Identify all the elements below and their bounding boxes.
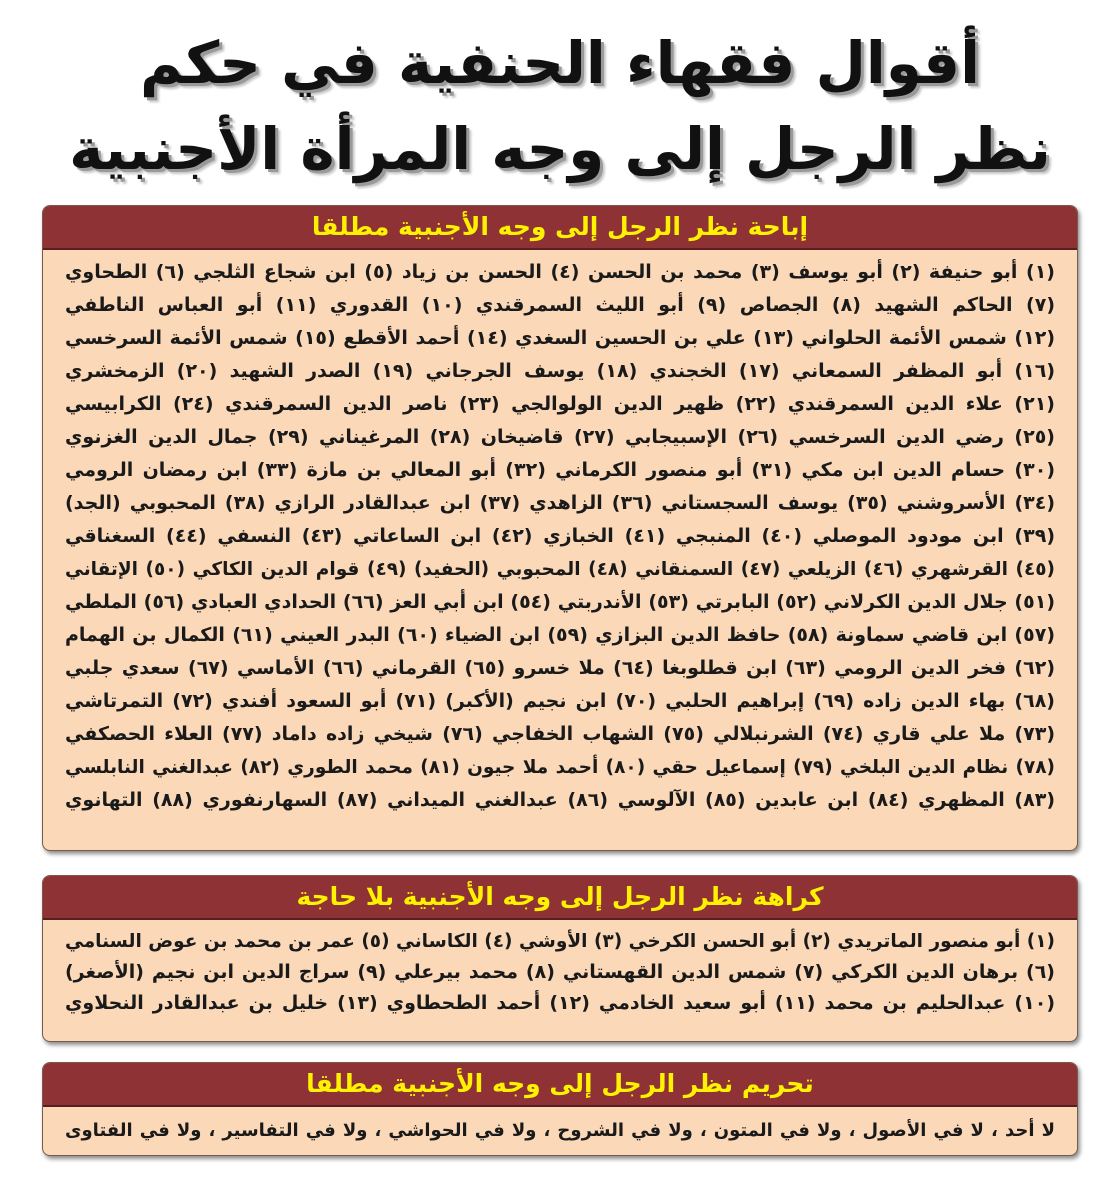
list-line: (٥٧) ابن قاضي سماونة (٥٨) حافظ الدين البزازي (٥٩) ابن الضياء (٦٠) البدر العيني (٦١) الكمال بن الهمام <box>65 624 1055 646</box>
section-heading: إباحة نظر الرجل إلى وجه الأجنبية مطلقا <box>43 206 1077 250</box>
list-line: (٤٥) القرشهري (٤٦) الزيلعي (٤٧) السمنقاني (٤٨) المحبوبي (الحفيد) (٤٩) قوام الدين الكاكي (٥٠) الإتقاني <box>65 559 1055 580</box>
list-line: (٧٨) نظام الدين البلخي (٧٩) إسماعيل حقي (٨٠) أحمد ملا جيون (٨١) محمد الطوري (٨٢) عبدالغني النابلسي <box>65 757 1055 778</box>
list-line: (١٦) أبو المظفر السمعاني (١٧) الخجندي (١٨) يوسف الجرجاني (١٩) الصدر الشهيد (٢٠) الزمخشري <box>65 360 1055 382</box>
list-line: (١) أبو منصور الماتريدي (٢) أبو الحسن الكرخي (٣) الأوشي (٤) الكاساني (٥) عمر بن محمد بن عوض السنامي <box>65 931 1055 952</box>
list-line: (٣٤) الأسروشني (٣٥) يوسف السجستاني (٣٦) الزاهدي (٣٧) ابن عبدالقادر الرازي (٣٨) المحبوبي (الجد) <box>65 492 1055 514</box>
section-forbidden <box>42 1062 1078 1156</box>
section-heading: تحريم نظر الرجل إلى وجه الأجنبية مطلقا <box>43 1063 1077 1107</box>
section-heading: كراهة نظر الرجل إلى وجه الأجنبية بلا حاجة <box>43 876 1077 920</box>
page-title-line1: أقوال فقهاء الحنفية في حكم <box>139 29 981 97</box>
list-line: لا أحد ، لا في الأصول ، ولا في المتون ، ولا في الشروح ، ولا في الحواشي ، ولا في التفاسير ، ولا في الفتاوى <box>65 1120 1055 1141</box>
section-disliked <box>42 875 1078 1042</box>
list-line: (٦٢) فخر الدين الرومي (٦٣) ابن قطلوبغا (٦٤) ملا خسرو (٦٥) القرماني (٦٦) الأماسي (٦٧) سعدي جلبي <box>65 657 1055 679</box>
list-line: (١٢) شمس الأئمة الحلواني (١٣) علي بن الحسين السغدي (١٤) أحمد الأقطع (١٥) شمس الأئمة السرخسي <box>65 327 1055 349</box>
list-line: (٢١) علاء الدين السمرقندي (٢٢) ظهير الدين الولوالجي (٢٣) ناصر الدين السمرقندي (٢٤) الكرابيسي <box>65 393 1055 415</box>
list-line: (٦٨) بهاء الدين زاده (٦٩) إبراهيم الحلبي (٧٠) ابن نجيم (الأكبر) (٧١) أبو السعود أفندي (٧٢) التمرتاشي <box>65 690 1055 712</box>
list-line: (٦) برهان الدين الكركي (٧) شمس الدين القهستاني (٨) محمد بيرعلي (٩) سراج الدين ابن نجيم (الأصغر) <box>65 961 1055 983</box>
list-line: (٨٣) المظهري (٨٤) ابن عابدين (٨٥) الآلوسي (٨٦) عبدالغني الميداني (٨٧) السهارنفوري (٨٨) التهانوي <box>65 789 1055 811</box>
list-line: (٥١) جلال الدين الكرلاني (٥٢) البابرتي (٥٣) الأندربتي (٥٤) ابن أبي العز (٦٦) الحدادي العبادي (٥٦) الملطي <box>65 591 1055 613</box>
names-list <box>43 920 1077 1019</box>
list-line: (٢٥) رضي الدين السرخسي (٢٦) الإسبيجابي (٢٧) قاضيخان (٢٨) المرغيناني (٢٩) جمال الدين الغزنوي <box>65 426 1055 448</box>
list-line: (٧) الحاكم الشهيد (٨) الجصاص (٩) أبو الليث السمرقندي (١٠) القدوري (١١) أبو العباس الناطفي <box>65 294 1055 316</box>
list-line: (١٠) عبدالحليم بن محمد (١١) أبو سعيد الخادمي (١٢) أحمد الطحطاوي (١٣) خليل بن عبدالقادر النحلاوي <box>65 992 1055 1014</box>
names-list <box>43 250 1077 817</box>
list-line: (١) أبو حنيفة (٢) أبو يوسف (٣) محمد بن الحسن (٤) الحسن بن زياد (٥) ابن شجاع الثلجي (٦) الطحاوي <box>65 261 1055 283</box>
list-line: (٣٠) حسام الدين ابن مكي (٣١) أبو منصور الكرماني (٣٢) أبو المعالي بن مازة (٣٣) ابن رمضان الرومي <box>65 459 1055 481</box>
list-line: (٣٩) ابن مودود الموصلي (٤٠) المنبجي (٤١) الخبازي (٤٢) ابن الساعاتي (٤٣) النسفي (٤٤) السغناقي <box>65 525 1055 547</box>
names-list <box>43 1107 1077 1147</box>
list-line: (٧٣) ملا علي قاري (٧٤) الشرنبلالي (٧٥) الشهاب الخفاجي (٧٦) شيخي زاده داماد (٧٧) العلاء الحصكفي <box>65 723 1055 745</box>
page-title-line2: نظر الرجل إلى وجه المرأة الأجنبية <box>69 115 1051 183</box>
section-permissible <box>42 205 1078 851</box>
